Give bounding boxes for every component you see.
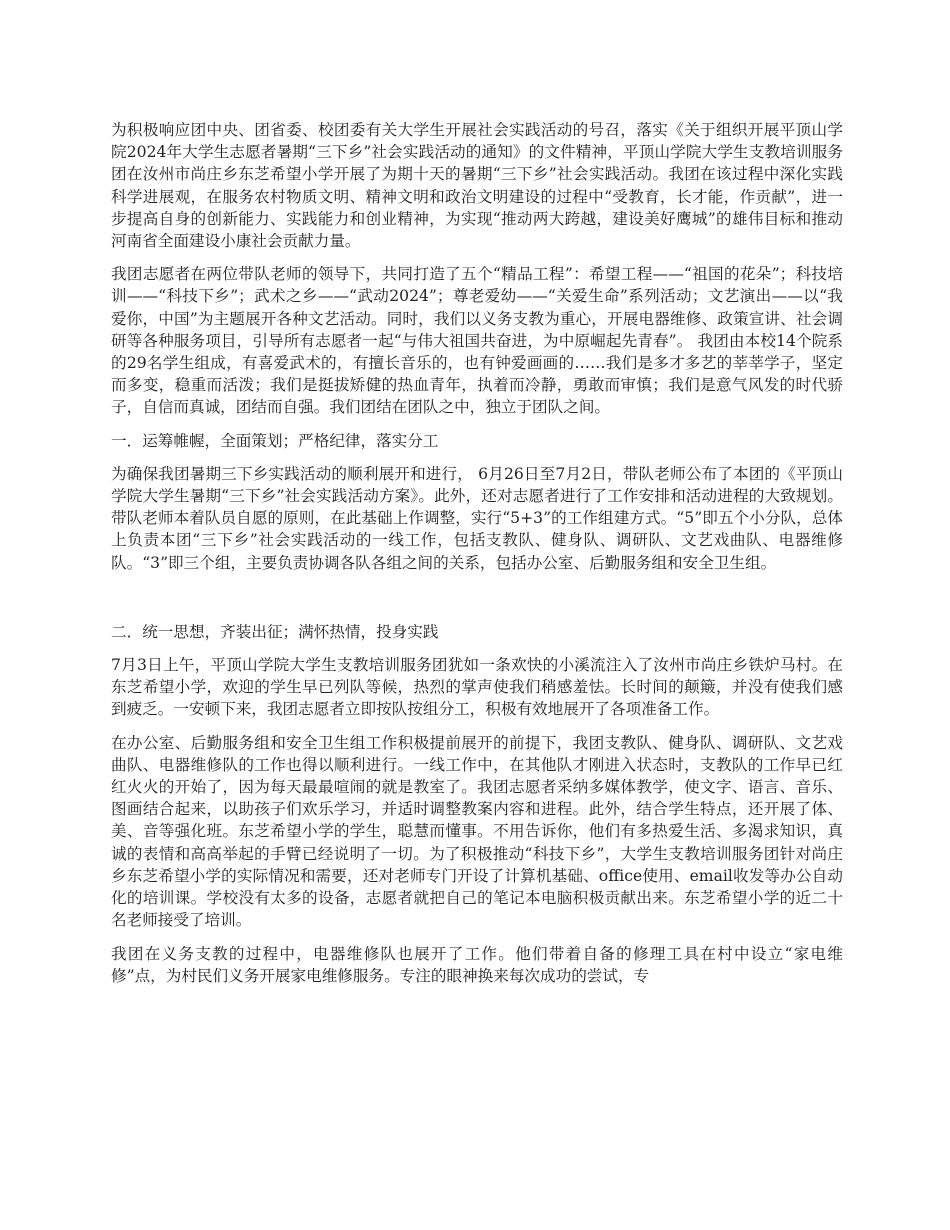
- document-body: [111, 119, 843, 998]
- section-heading-2: 二．统一思想，齐装出征；满怀热情，投身实践: [111, 622, 439, 641]
- paragraph-teaching: 在办公室、后勤服务组和安全卫生组工作积极提前展开的前提下，我团支教队、健身队、调研队、文艺戏曲队、电器维修队的工作也得以顺利进行。一线工作中，在其他队才刚进入状态时，支教队的工作早已红红火火的开始了，因为每天最最喧闹的就是教室了。我团志愿者采纳多媒体教学，使文字、语言、音乐、图画结合起来，以助孩子们欢乐学习，并适时调整教案内容和进程。此外，结合学生特点，还开展了体、美、音等强化班。东芝希望小学的学生，聪慧而懂事。不用告诉你，他们有多热爱生活、多渴求知识，真诚的表情和高高举起的手臂已经说明了一切。为了积极推动“科技下乡”，大学生支教培训服务团针对尚庄乡东芝希望小学的实际情况和需要，还对老师专门开设了计算机基础、office使用、email收发等办公自动化的培训课。学校没有太多的设备，志愿者就把自己的笔记本电脑积极贡献出来。东芝希望小学的近二十名老师接受了培训。: [111, 733, 843, 930]
- paragraph-repair: 我团在义务支教的过程中，电器维修队也展开了工作。他们带着自备的修理工具在村中设立“家电维修”点，为村民们义务开展家电维修服务。专注的眼神换来每次成功的尝试，专: [111, 944, 843, 985]
- paragraph-arrival: 7月3日上午，平顶山学院大学生支教培训服务团犹如一条欢快的小溪流注入了汝州市尚庄乡铁炉马村。在东芝希望小学，欢迎的学生早已列队等候，热烈的掌声使我们稍感羞怯。长时间的颠簸，并没有使我们感到疲乏。一安顿下来，我团志愿者立即按队按组分工，积极有效地展开了各项准备工作。: [111, 656, 843, 719]
- paragraph-intro: 为积极响应团中央、团省委、校团委有关大学生开展社会实践活动的号召，落实《关于组织开展平顶山学院2024年大学生志愿者暑期“三下乡”社会实践活动的通知》的文件精神，平顶山学院大学生支教培训服务团在汝州市尚庄乡东芝希望小学开展了为期十天的暑期“三下乡”社会实践活动。我团在该过程中深化实践科学进展观，在服务农村物质文明、精神文明和政治文明建设的过程中“受教育，长才能，作贡献”，进一步提高自身的创新能力、实践能力和创业精神，为实现“推动两大跨越，建设美好鹰城”的雄伟目标和推动河南省全面建设小康社会贡献力量。: [111, 121, 843, 251]
- blank-gap: [111, 585, 843, 621]
- paragraph-planning: 为确保我团暑期三下乡实践活动的顺利展开和进行， 6月26日至7月2日，带队老师公布了本团的《平顶山学院大学生暑期“三下乡”社会实践活动方案》。此外，还对志愿者进行了工作安排和活动进程的大致规划。带队老师本着队员自愿的原则，在此基础上作调整，实行“5+3”的工作组建方式。“5”即五个小分队，总体上负责本团“三下乡”社会实践活动的一线工作，包括支教队、健身队、调研队、文艺戏曲队、电器维修队。“3”即三个组，主要负责协调各队各组之间的关系，包括办公室、后勤服务组和安全卫生组。: [111, 464, 843, 572]
- paragraph-team: 我团志愿者在两位带队老师的领导下，共同打造了五个“精品工程”：希望工程——“祖国的花朵”；科技培训——“科技下乡”；武术之乡——“武动2024”；尊老爱幼——“关爱生命”系列活动；文艺演出——以“我爱你，中国”为主题展开各种文艺活动。同时，我们以义务支教为重心，开展电器维修、政策宣讲、社会调研等各种服务项目，引导所有志愿者一起“与伟大祖国共奋进，为中原崛起先青春”。 我团由本校14个院系的29名学生组成，有喜爱武术的，有擅长音乐的，也有钟爱画画的……我们是多才多艺的莘莘学子，坚定而多变，稳重而活泼；我们是挺拔矫健的热血青年，执着而冷静，勇敢而审慎；我们是意气风发的时代骄子，自信而真诚，团结而自强。我们团结在团队之中，独立于团队之间。: [111, 265, 843, 417]
- section-heading-1: 一．运筹帷幄，全面策划；严格纪律，落实分工: [111, 431, 439, 450]
